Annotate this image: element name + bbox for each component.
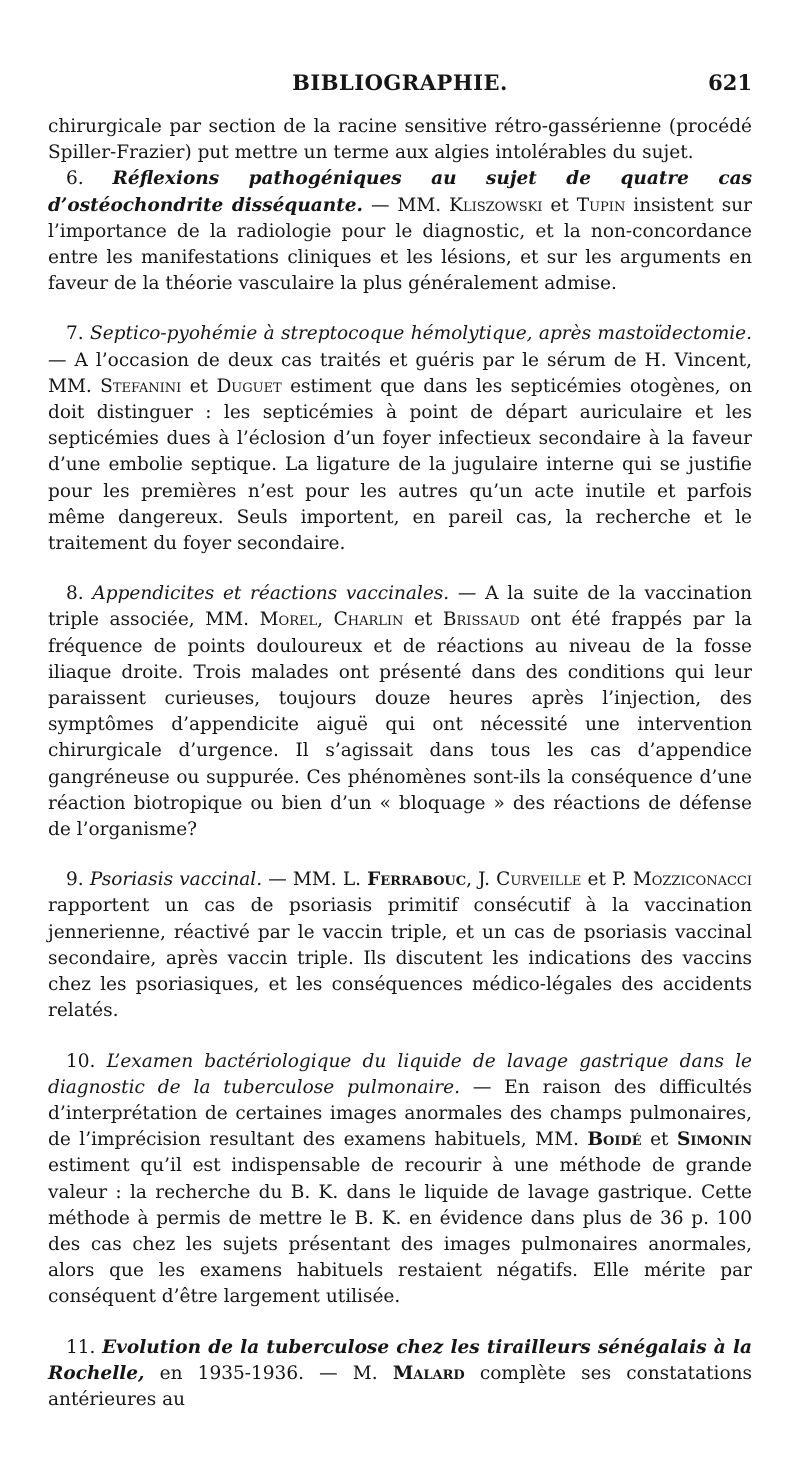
entry-text: ,: [317, 609, 334, 631]
entry-6: [48, 166, 752, 297]
author-name: Simonin: [676, 1129, 752, 1151]
entry-8: [48, 581, 752, 843]
page-number: 621: [708, 70, 752, 95]
author-name: Morel: [259, 609, 318, 631]
entry-text: — A la suite de la vaccination triple associée, MM.: [48, 583, 752, 631]
entry-10: [48, 1049, 752, 1311]
entry-9: [48, 867, 752, 1024]
running-title: BIBLIOGRAPHIE.: [292, 70, 508, 95]
entry-text: et: [542, 194, 577, 216]
page-body: [48, 114, 752, 1413]
entry-text: , J.: [466, 869, 497, 891]
entry-text: insistent sur l’importance de la radiologie pour le diagnostic, et la non-concordance entre les manifestations cliniques et les lésions, et sur les arguments en faveur de la théorie vasculaire la plus généralement admise.: [48, 194, 752, 295]
entry-text: estiment que dans les septicémies otogènes, on doit distinguer : les septicémies à point de départ auriculaire et les septicémies dues à l’éclosion d’un foyer infectieux secondaire à la faveur d’une embolie septique. La ligature de la jugulaire interne qui se justifie pour les premières n’est pour les autres qu’un acte inutile et parfois même dangereux. Seuls importent, en pareil cas, la recherche et le traitement du foyer secondaire.: [48, 375, 752, 555]
entry-text: et: [641, 1129, 677, 1151]
entry-number: 8.: [66, 583, 84, 605]
entry-title: Réflexions pathogéniques au sujet de quatre cas d’ostéochondrite disséquante.: [48, 168, 752, 216]
page-header: [48, 70, 752, 104]
entry-number: 7.: [66, 323, 84, 345]
entry-number: 10.: [66, 1050, 96, 1072]
entry-text: et: [181, 375, 217, 397]
entry-title: Psoriasis vaccinal.: [89, 869, 263, 891]
entry-text: et P.: [581, 869, 633, 891]
entry-7: [48, 321, 752, 557]
entry-11: [48, 1335, 752, 1414]
entry-text: — A l’occasion de deux cas traités et guéris par le sérum de H. Vincent, MM.: [48, 349, 752, 397]
author-name: Malard: [392, 1362, 465, 1384]
entry-text: — En raison des difficultés d’interprétation de certaines images anormales des champs pulmonaires, de l’imprécision resultant des examens habituels, MM.: [48, 1076, 753, 1151]
entry-text: rapportent un cas de psoriasis primitif consécutif à la vaccination jennerienne, réactivé par le vaccin triple, et un cas de psoriasis vaccinal secondaire, après vaccin triple. Ils discutent les indications des vaccins chez les psoriasiques, et les conséquences médico-légales des accidents relatés.: [48, 895, 752, 1022]
author-name: Brissaud: [442, 609, 520, 631]
entry-title: Evolution de la tuberculose chez les tirailleurs sénégalais à la Rochelle,: [48, 1336, 752, 1384]
author-name: Ferrabouc: [367, 869, 467, 891]
author-name: Charlin: [333, 609, 404, 631]
author-name: Curveille: [496, 869, 582, 891]
entry-title: Appendicites et réactions vaccinales.: [92, 583, 450, 605]
entry-text: estiment qu’il est indispensable de recourir à une méthode de grande valeur : la recherche du B. K. dans le liquide de lavage gastrique. Cette méthode à permis de mettre le B. K. en évidence dans plus de 36 p. 100 des cas chez les sujets présentant des images pulmonaires anormales, alors que les examens habituels restaient négatifs. Elle mérite par conséquent d’être largement utilisée.: [48, 1155, 752, 1308]
paragraph-text: chirurgicale par section de la racine sensitive rétro-gassérienne (procédé Spiller-Frazier) put mettre un terme aux algies intolérables du sujet.: [48, 116, 752, 164]
author-name: Tupin: [576, 194, 626, 216]
entry-text: ont été frappés par la fréquence de points douloureux et de réactions au niveau de la fosse iliaque droite. Trois malades ont présenté dans des conditions qui leur paraissent curieuses, toujours douze heures après l’injection, des symptômes d’appendicite aiguë qui ont nécessité une intervention chirurgicale d’urgence. Il s’agissait dans tous les cas d’appendice gangréneuse ou suppurée. Ces phénomènes sont-ils la conséquence d’une réaction biotropique ou bien d’un « bloquage » des réactions de défense de l’organisme?: [48, 609, 752, 841]
entry-text: et: [403, 609, 443, 631]
entry-text: — MM.: [362, 194, 450, 216]
entry-number: 9.: [66, 869, 84, 891]
author-name: Mozziconacci: [632, 869, 752, 891]
author-name: Boidé: [587, 1129, 642, 1151]
entry-text: — MM. L.: [262, 869, 368, 891]
entry-number: 11.: [66, 1336, 96, 1358]
author-name: Kliszowski: [449, 194, 543, 216]
entry-title: L’examen bactériologique du liquide de lavage gastrique dans le diagnostic de la tuberculose pulmonaire.: [48, 1050, 752, 1098]
entry-text: en 1935-1936. — M.: [144, 1362, 393, 1384]
author-name: Duguet: [216, 375, 282, 397]
entry-number: 6.: [66, 168, 84, 190]
entry-text: complète ses constatations antérieures au: [48, 1362, 752, 1410]
paragraph-continued: [48, 114, 752, 166]
entry-title: Septico-pyohémie à streptocoque hémolytique, après mastoïdectomie.: [90, 323, 752, 345]
author-name: Stefanini: [100, 375, 182, 397]
